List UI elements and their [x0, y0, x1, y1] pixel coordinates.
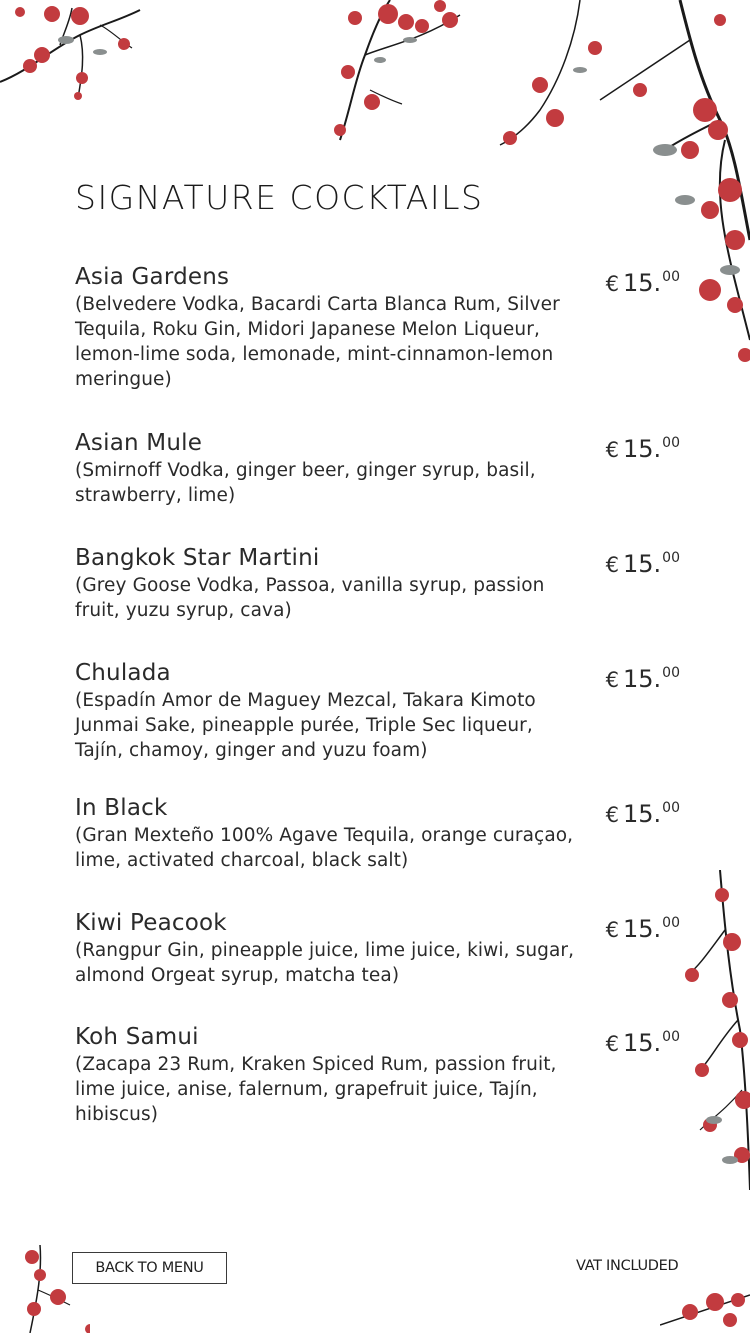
list-item: [75, 793, 685, 873]
list-item: [75, 428, 685, 508]
item-price: € 15.00: [605, 665, 680, 693]
item-name: Bangkok Star Martini: [75, 545, 320, 571]
item-description: (Espadín Amor de Maguey Mezcal, Takara Kimoto Junmai Sake, pineapple purée, Triple Sec liqueur, Tajín, chamoy, ginger and yuzu foam): [75, 690, 536, 761]
cherry-blossom-branch-icon: [310, 0, 480, 155]
item-price: € 15.00: [605, 800, 680, 828]
cherry-blossom-branch-icon: [660, 1280, 750, 1333]
item-name: Asian Mule: [75, 430, 203, 456]
item-description: (Gran Mexteño 100% Agave Tequila, orange curaçao, lime, activated charcoal, black salt): [75, 825, 574, 871]
page-title: SIGNATURE COCKTAILS: [75, 178, 484, 217]
list-item: [75, 658, 685, 763]
item-price: € 15.00: [605, 435, 680, 463]
item-name: Chulada: [75, 660, 171, 686]
item-price: € 15.00: [605, 269, 680, 297]
vat-note: VAT INCLUDED: [576, 1258, 679, 1274]
item-description: (Smirnoff Vodka, ginger beer, ginger syrup, basil, strawberry, lime): [75, 460, 536, 506]
item-name: Koh Samui: [75, 1024, 199, 1050]
item-name: In Black: [75, 795, 168, 821]
item-description: (Zacapa 23 Rum, Kraken Spiced Rum, passion fruit, lime juice, anise, falernum, grapefruit juice, Tajín, hibiscus): [75, 1054, 557, 1125]
item-price: € 15.00: [605, 550, 680, 578]
list-item: [75, 1022, 685, 1127]
item-name: Kiwi Peacook: [75, 910, 227, 936]
item-description: (Rangpur Gin, pineapple juice, lime juice, kiwi, sugar, almond Orgeat syrup, matcha tea): [75, 940, 575, 986]
item-name: Asia Gardens: [75, 264, 230, 290]
back-to-menu-button[interactable]: BACK TO MENU: [72, 1252, 227, 1284]
item-price: € 15.00: [605, 1029, 680, 1057]
list-item: [75, 543, 685, 623]
list-item: [75, 908, 685, 988]
cherry-blossom-branch-icon: [0, 0, 150, 110]
list-item: [75, 262, 685, 392]
item-description: (Belvedere Vodka, Bacardi Carta Blanca Rum, Silver Tequila, Roku Gin, Midori Japanese Melon Liqueur, lemon-lime soda, lemonade, mint-cinnamon-lemon meringue): [75, 294, 560, 390]
item-price: € 15.00: [605, 915, 680, 943]
item-description: (Grey Goose Vodka, Passoa, vanilla syrup, passion fruit, yuzu syrup, cava): [75, 575, 545, 621]
